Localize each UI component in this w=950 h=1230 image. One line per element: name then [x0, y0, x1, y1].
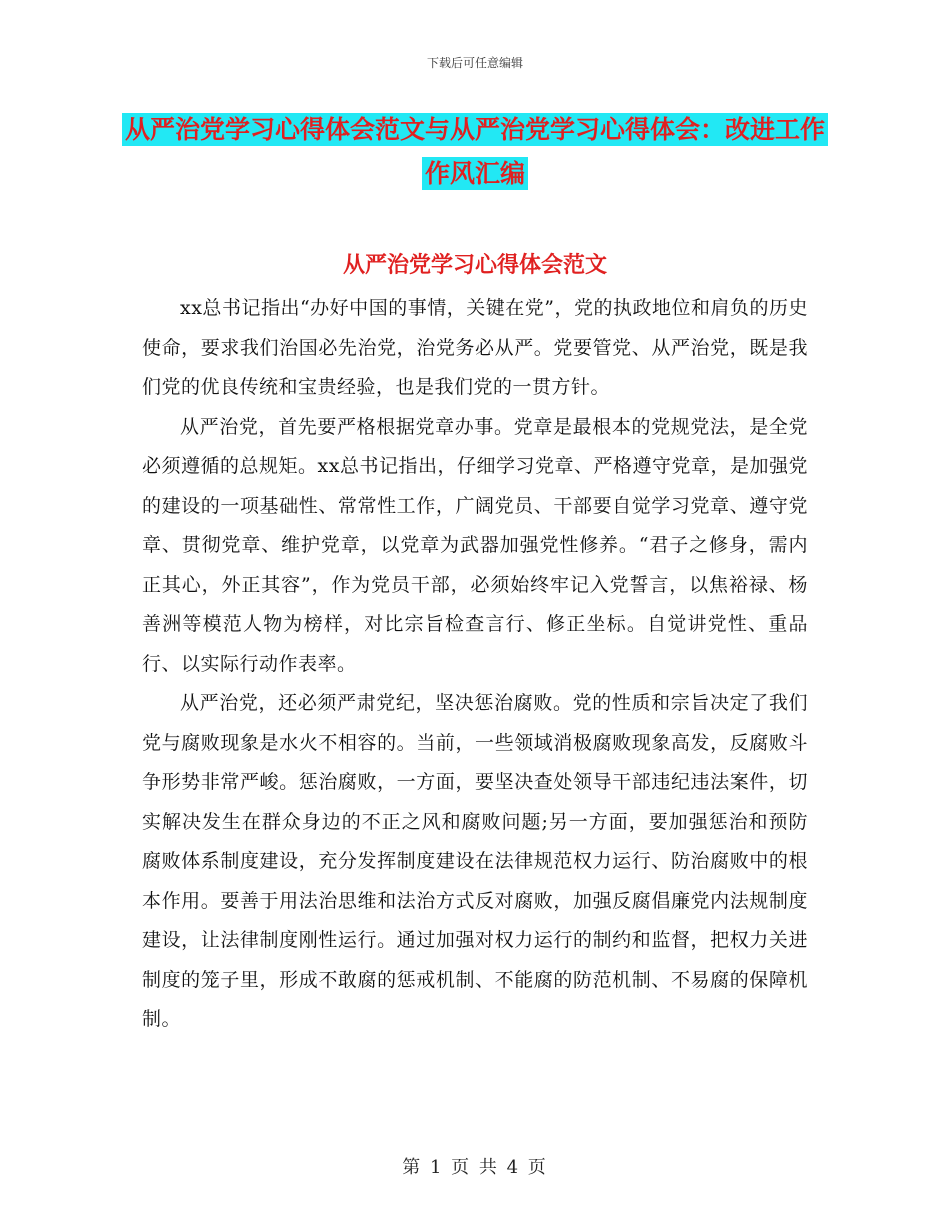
page-header-note: 下载后可任意编辑: [426, 56, 523, 70]
paragraph: 从严治党，还必须严肃党纪，坚决惩治腐败。党的性质和宗旨决定了我们党与腐败现象是水火不相容的。当前，一些领域消极腐败现象高发，反腐败斗争形势非常严峻。惩治腐败，一方面，要坚决查处领导干部违纪违法案件，切实解决发生在群众身边的不正之风和腐败问题;另一方面，要加强惩治和预防腐败体系制度建设，充分发挥制度建设在法律规范权力运行、防治腐败中的根本作用。要善于用法治思维和法治方式反对腐败，加强反腐倡廉党内法规制度建设，让法律制度刚性运行。通过加强对权力运行的制约和监督，把权力关进制度的笼子里，形成不敢腐的惩戒机制、不能腐的防范机制、不易腐的保障机制。: [142, 692, 808, 1030]
page-number: 第 1 页 共 4 页: [402, 1157, 548, 1178]
section-title: 从严治党学习心得体会范文: [342, 253, 607, 278]
paragraph: xx总书记指出“办好中国的事情，关键在党”，党的执政地位和肩负的历史使命，要求我们治国必先治党，治党务必从严。党要管党、从严治党，既是我们党的优良传统和宝贵经验，也是我们党的一贯方针。: [142, 297, 808, 398]
document-body: [142, 289, 808, 1040]
document-title-text: 从严治党学习心得体会范文与从严治党学习心得体会：改进工作作风汇编: [122, 113, 828, 190]
paragraph: 从严治党，首先要严格根据党章办事。党章是最根本的党规党法，是全党必须遵循的总规矩。xx总书记指出，仔细学习党章、严格遵守党章，是加强党的建设的一项基础性、常常性工作，广阔党员、干部要自觉学习党章、遵守党章、贯彻党章、维护党章，以党章为武器加强党性修养。“君子之修身，需内正其心，外正其容”，作为党员干部，必须始终牢记入党誓言，以焦裕禄、杨善洲等模范人物为榜样，对比宗旨检查言行、修正坐标。自觉讲党性、重品行、以实际行动作表率。: [142, 415, 808, 675]
document-title: [120, 108, 830, 196]
